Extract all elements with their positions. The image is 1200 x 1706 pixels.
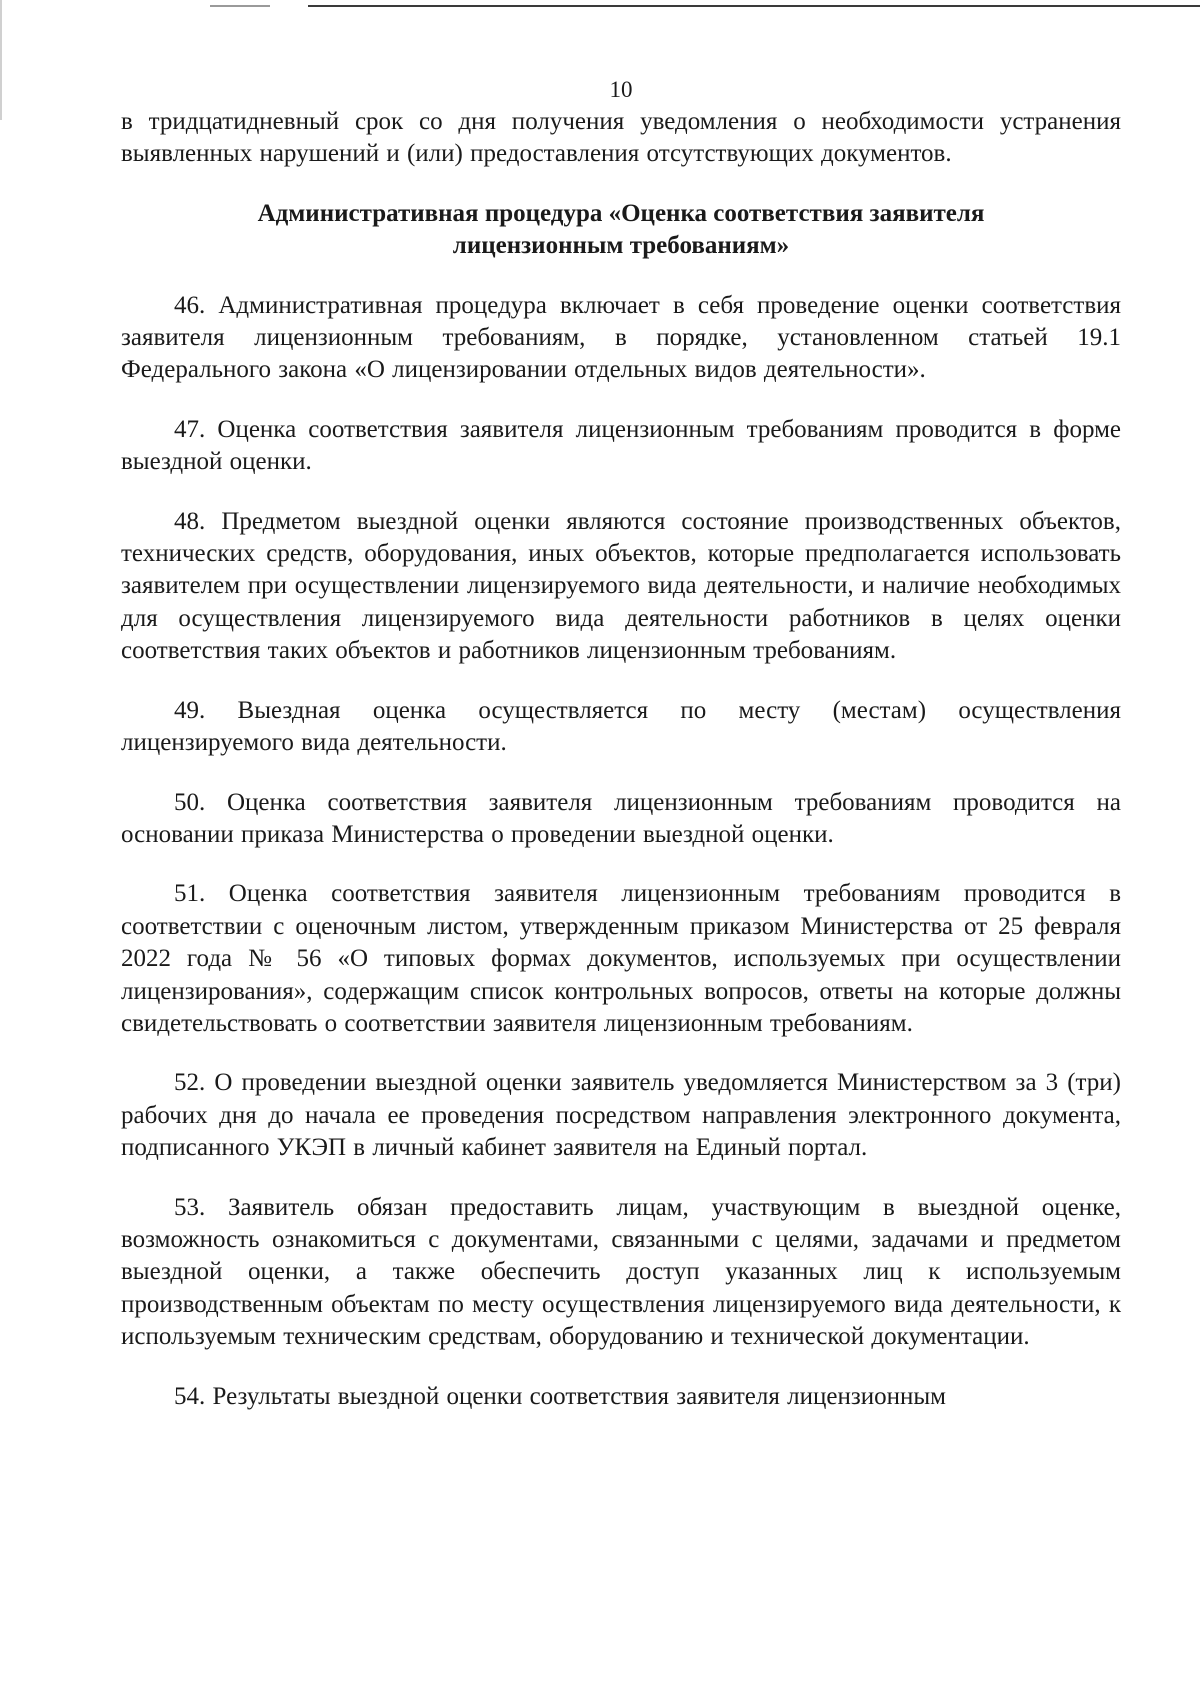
scan-artifact-edge <box>0 0 2 120</box>
paragraph-46: 46. Административная процедура включает в себя проведение оценки соответствия заявителя лицензионным требованиям, в порядке, установленном статьей 19.1 Федерального закона «О лицензировании отдельных видов деятельности». <box>121 291 1121 384</box>
paragraph-54: 54. Результаты выездной оценки соответствия заявителя лицензионным <box>174 1382 946 1410</box>
document-page <box>121 74 1121 1413</box>
paragraph-48: 48. Предметом выездной оценки являются состояние производственных объектов, технических средств, оборудования, иных объектов, которые предполагается использовать заявителем при осуществлении лицензируемого вида деятельности, и наличие необходимых для осуществления лицензируемого вида деятельности работников в целях оценки соответствия таких объектов и работников лицензионным требованиям. <box>121 507 1121 665</box>
paragraph-51: 51. Оценка соответствия заявителя лицензионным требованиям проводится в соответствии с оценочным листом, утвержденным приказом Министерства от 25 февраля 2022 года № 56 «О типовых формах документов, используемых при осуществлении лицензирования», содержащим список контрольных вопросов, ответы на которые должны свидетельствовать о соответствии заявителя лицензионным требованиям. <box>121 880 1121 1037</box>
scan-artifact-line <box>210 5 270 7</box>
paragraph-53: 53. Заявитель обязан предоставить лицам, участвующим в выездной оценке, возможность ознакомиться с документами, связанными с целями, задачами и предметом выездной оценки, а также обеспечить доступ указанных лиц к используемым производственным объектам по месту осуществления лицензируемого вида деятельности, к используемым техническим средствам, оборудованию и технической документации. <box>121 1193 1121 1351</box>
section-heading-line: Административная процедура «Оценка соответствия заявителя <box>257 199 985 227</box>
paragraph-50: 50. Оценка соответствия заявителя лицензионным требованиям проводится на основании приказа Министерства о проведении выездной оценки. <box>121 788 1121 848</box>
paragraph-47: 47. Оценка соответствия заявителя лицензионным требованиям проводится в форме выездной оценки. <box>121 415 1121 476</box>
paragraph-52: 52. О проведении выездной оценки заявитель уведомляется Министерством за 3 (три) рабочих дня до начала ее проведения посредством направления электронного документа, подписанного УКЭП в личный кабинет заявителя на Единый портал. <box>121 1069 1121 1162</box>
section-heading-line: лицензионным требованиям» <box>452 232 790 260</box>
paragraph-49: 49. Выездная оценка осуществляется по месту (местам) осуществления лицензируемого вида деятельности. <box>121 696 1121 757</box>
page-number: 10 <box>609 77 633 102</box>
section-heading <box>121 198 1121 263</box>
scan-artifact-line <box>308 5 1200 7</box>
continuation-paragraph: в тридцатидневный срок со дня получения уведомления о необходимости устранения выявленных нарушений и (или) предоставления отсутствующих документов. <box>121 108 1121 168</box>
